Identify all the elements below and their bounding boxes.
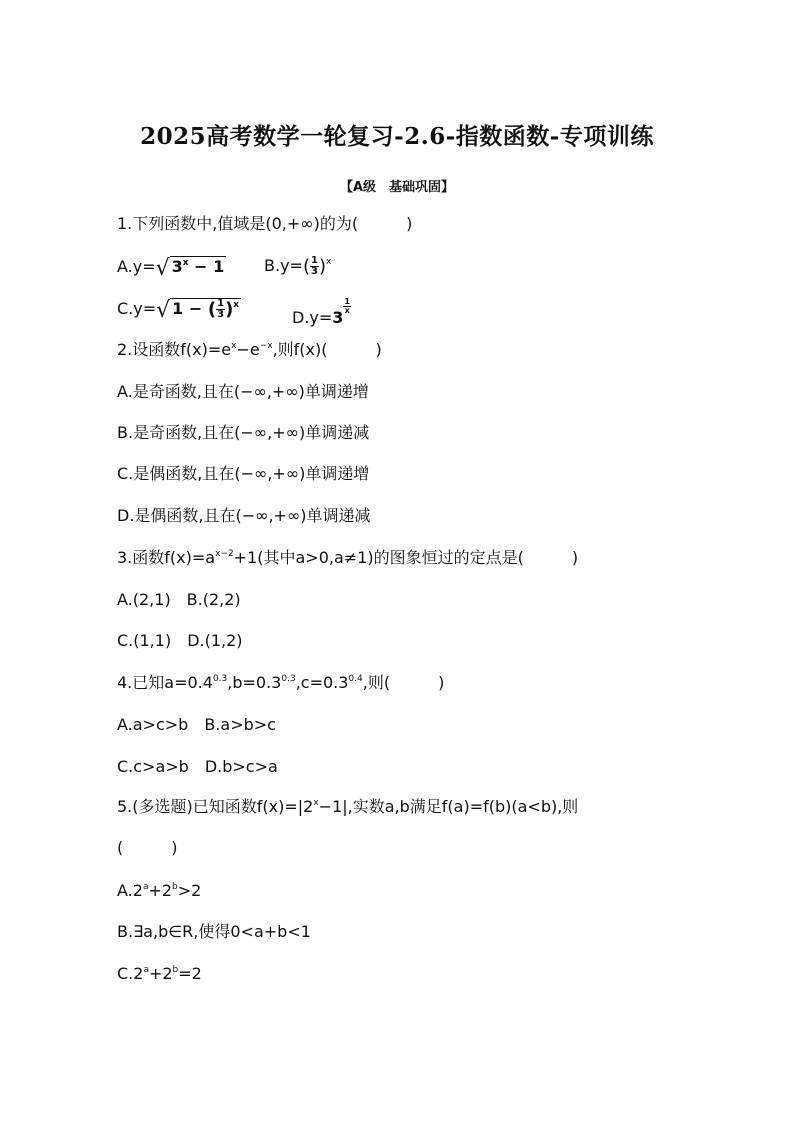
q2-exp2: −x <box>259 341 273 351</box>
q1-a-base: 3 <box>171 257 183 276</box>
q1-d-prefix: D.y= <box>292 308 333 327</box>
q1-a-exp: x <box>182 258 189 268</box>
q1-stem: 1.下列函数中,值域是(0,+∞)的为( ) <box>117 214 413 233</box>
section-level-header: 【A级 基础巩固】 <box>339 180 455 195</box>
sqrt-symbol: √ $3^x - 1$ <box>155 256 225 281</box>
q1-d-base: 3 <box>332 308 344 327</box>
q1-c-fraction: $\frac{1}{3}$ <box>217 298 225 320</box>
q3-stem-post: +1(其中a>0,a≠1)的图象恒过的定点是( ) <box>233 548 579 567</box>
q5-c-mid: +2 <box>148 964 173 983</box>
q1-d-exp-fraction: $\frac{1}{x}$ <box>344 297 350 315</box>
q2-stem-pre: 2.设函数f(x)=e <box>117 340 232 359</box>
q1-c-lead: 1 − <box>172 299 208 318</box>
q4-options-row1: A.a>c>b B.a>b>c <box>117 715 276 734</box>
q5-stem <box>117 797 578 817</box>
q3-options-row1: A.(2,1) B.(2,2) <box>117 590 241 609</box>
q3-options-row2: C.(1,1) D.(1,2) <box>117 631 243 650</box>
q1-a-prefix: A.y= <box>117 257 156 276</box>
q5-option-c <box>117 964 202 984</box>
q3-stem-pre: 3.函数f(x)=a <box>117 548 216 567</box>
q4-stem-p2: ,b=0.3 <box>227 673 282 692</box>
q1-option-a <box>117 256 226 279</box>
q4-stem <box>117 673 444 693</box>
q5-a-mid: +2 <box>148 881 173 900</box>
q5-a-exp2: b <box>172 882 178 892</box>
q2-option-b: B.是奇函数,且在(−∞,+∞)单调递减 <box>117 423 370 442</box>
q2-stem <box>117 340 382 360</box>
q5-c-pre: C.2 <box>117 964 144 983</box>
q2-option-a: A.是奇函数,且在(−∞,+∞)单调递增 <box>117 382 369 401</box>
q5-stem-pre: 5.(多选题)已知函数f(x)=|2 <box>117 797 314 816</box>
q4-exp1: 0.3 <box>212 674 228 684</box>
q5-a-exp1: a <box>142 882 149 892</box>
q1-option-c <box>117 298 241 321</box>
q5-c-exp2: b <box>172 965 179 975</box>
page-title: 2025高考数学一轮复习-2.6-指数函数-专项训练 <box>140 123 654 150</box>
q5-stem-line2: ( ) <box>117 838 178 857</box>
q1-c-prefix: C.y= <box>117 299 157 318</box>
q5-a-pre: A.2 <box>117 881 143 900</box>
q5-option-a <box>117 881 201 901</box>
q4-exp2: 0.3 <box>281 674 296 684</box>
q1-c-exp: x <box>233 300 240 310</box>
q4-stem-p4: ,则( ) <box>362 673 445 692</box>
sqrt-symbol: √ 1 − ( $\frac{1}{3}$ )$^x$ <box>156 298 240 323</box>
q1-option-d <box>292 298 351 328</box>
q4-stem-p1: 4.已知a=0.4 <box>117 673 213 692</box>
q3-exp: x−2 <box>215 549 234 559</box>
q1-option-b: B.y=( $\frac{1}{3}$ )$^x$ <box>264 255 332 277</box>
q2-option-d: D.是偶函数,且在(−∞,+∞)单调递减 <box>117 506 371 525</box>
q5-a-post: >2 <box>177 881 202 900</box>
q4-stem-p3: ,c=0.3 <box>295 673 349 692</box>
q2-option-c: C.是偶函数,且在(−∞,+∞)单调递增 <box>117 464 370 483</box>
q1-b-fraction: $\frac{1}{3}$ <box>310 255 318 277</box>
q5-exp: x <box>313 798 319 808</box>
q5-stem-post: −1|,实数a,b满足f(a)=f(b)(a<b),则 <box>318 797 579 816</box>
q5-option-b: B.∃a,b∈R,使得0<a+b<1 <box>117 922 311 941</box>
q4-options-row2: C.c>a>b D.b>c>a <box>117 757 278 776</box>
q1-a-tail: − 1 <box>188 257 225 276</box>
q2-stem-post: ,则f(x)( ) <box>272 340 382 359</box>
q1-b-exp: x <box>325 257 332 267</box>
q1-b-prefix: B.y= <box>264 256 303 275</box>
q5-c-post: =2 <box>178 964 202 983</box>
q2-exp1: x <box>231 341 237 351</box>
q2-stem-mid: −e <box>236 340 260 359</box>
q5-c-exp1: a <box>143 965 149 975</box>
q4-exp3: 0.4 <box>348 674 363 684</box>
q3-stem <box>117 548 578 568</box>
